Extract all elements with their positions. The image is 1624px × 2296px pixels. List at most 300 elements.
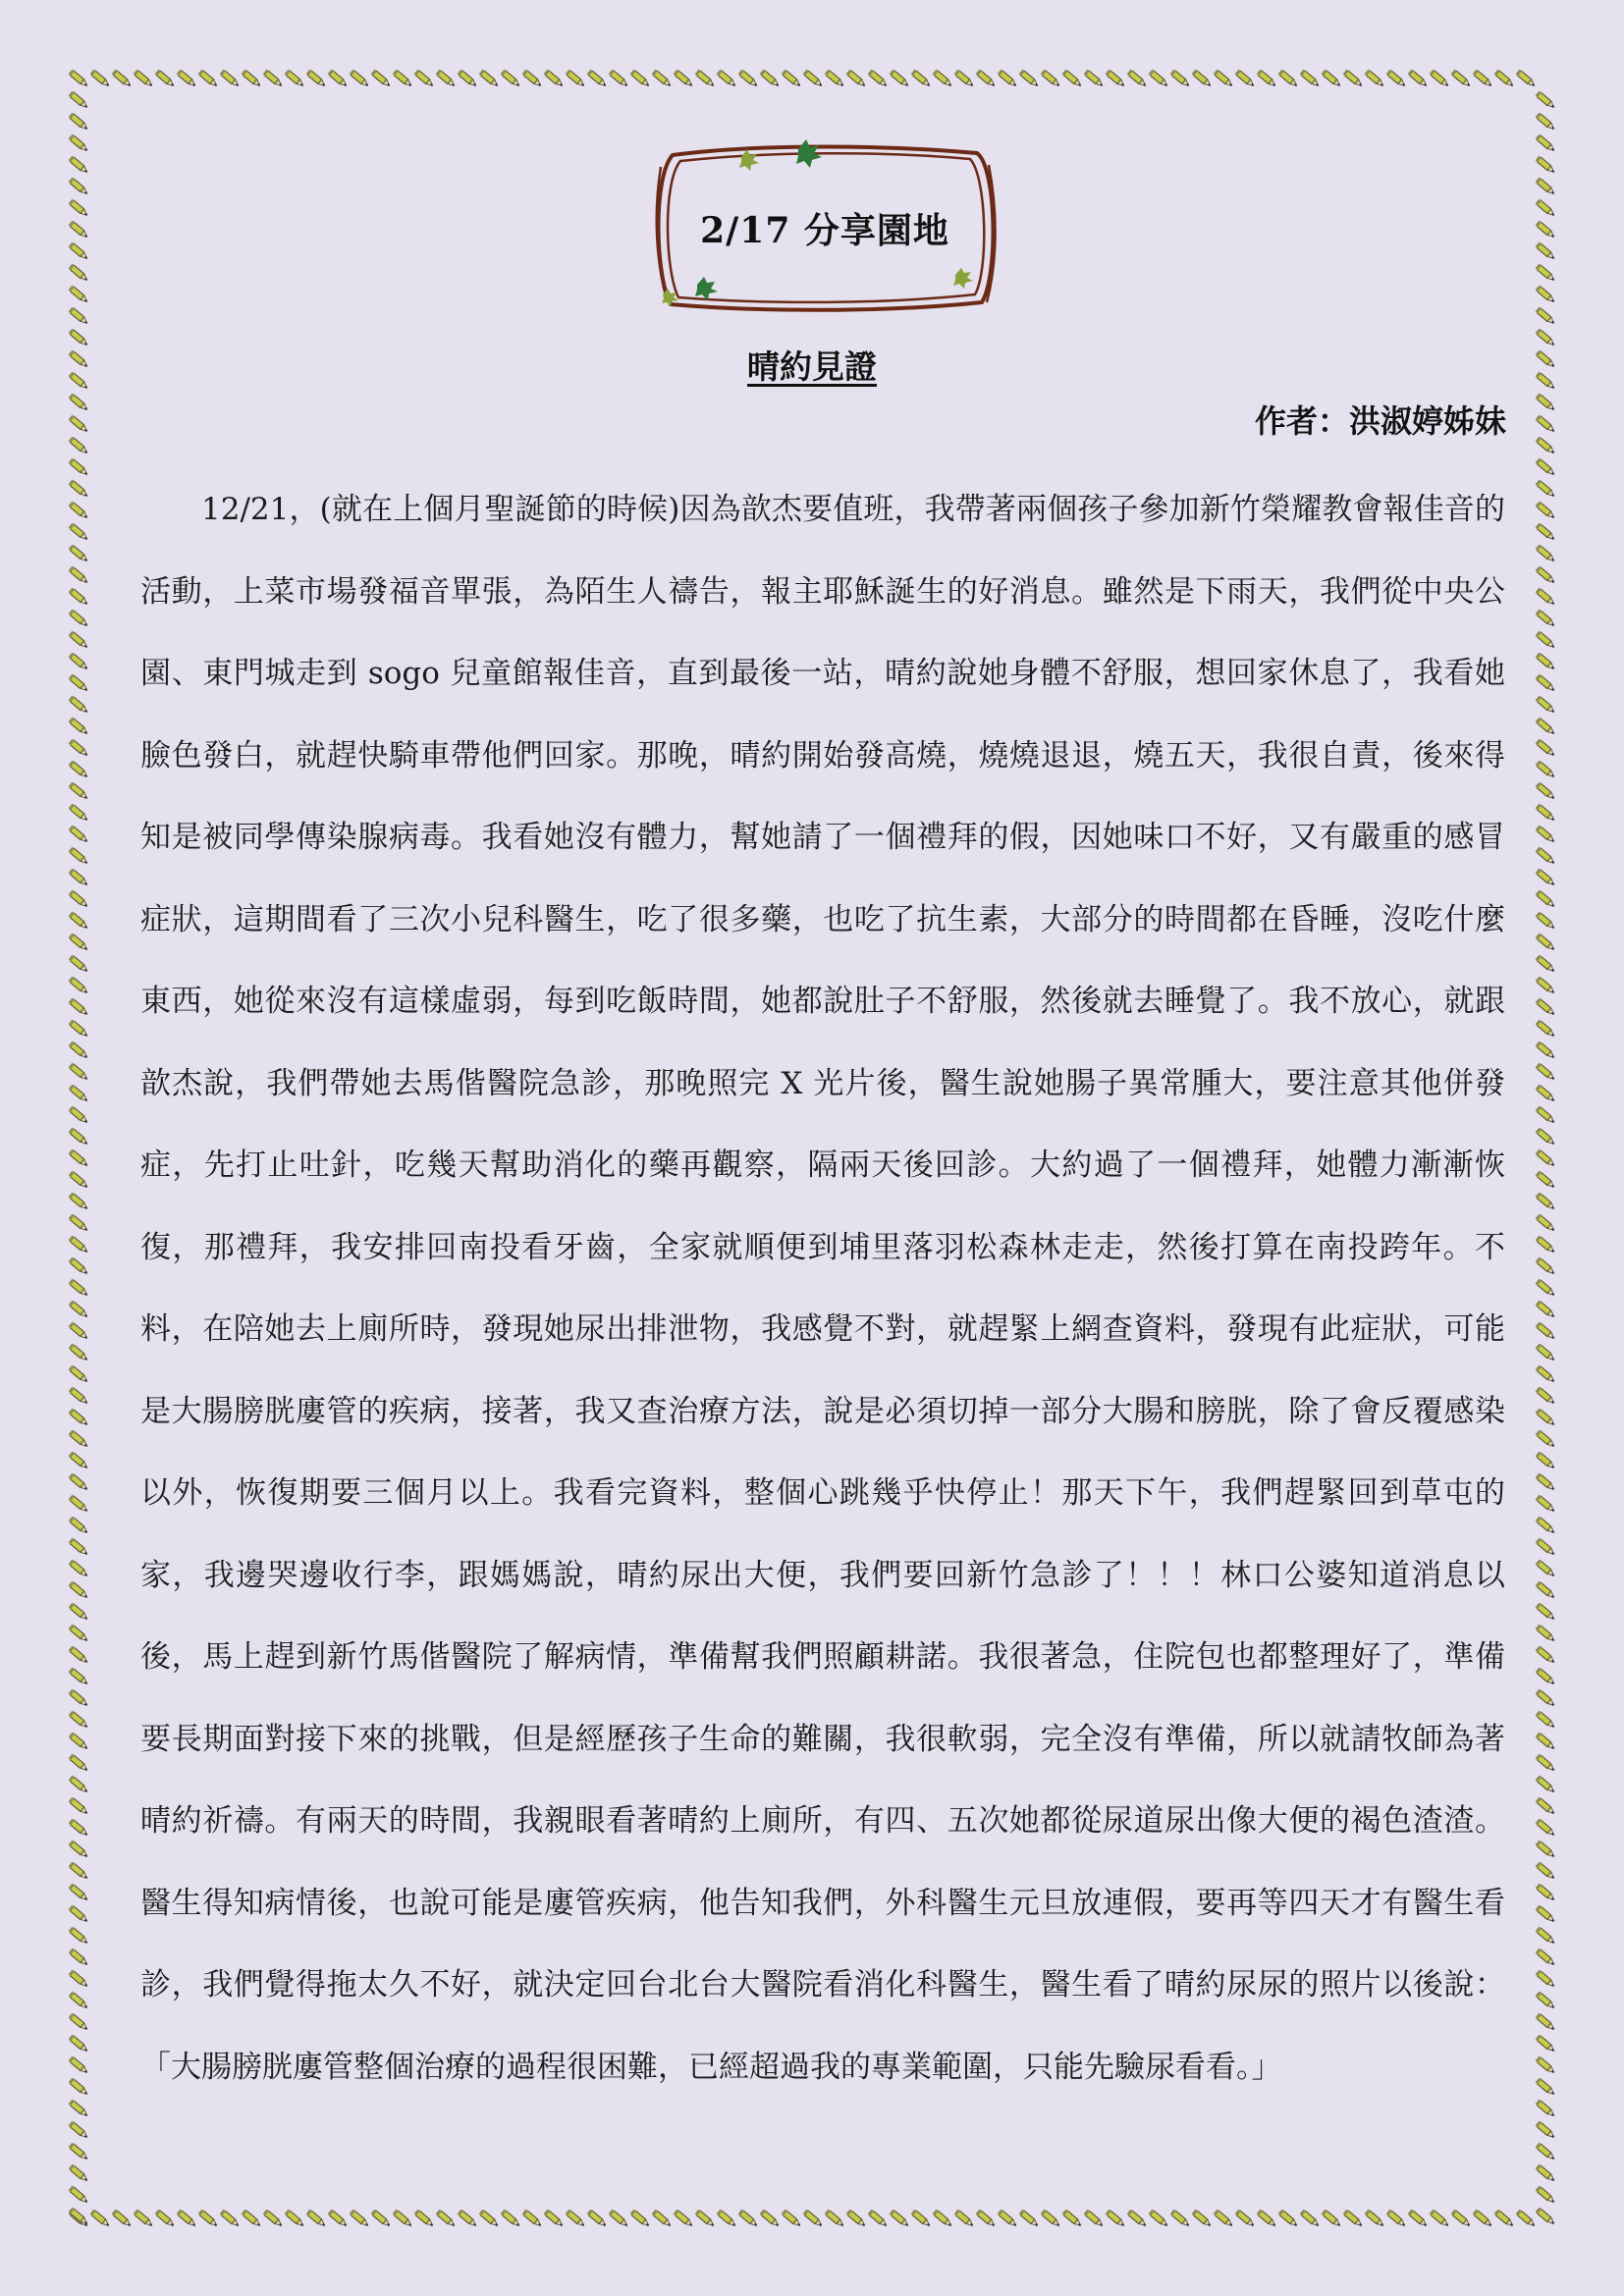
pencil-border-icon <box>69 1430 89 1449</box>
pencil-border-icon <box>1278 2210 1299 2228</box>
pencil-border-icon <box>1536 242 1556 261</box>
pencil-border-icon <box>479 70 500 88</box>
pencil-border-icon <box>69 1344 89 1362</box>
pencil-border-icon <box>1408 70 1429 88</box>
pencil-border-icon <box>69 826 89 844</box>
pencil-border-icon <box>1536 718 1556 736</box>
pencil-border-icon <box>69 1970 89 1989</box>
pencil-border-icon <box>890 70 910 88</box>
pencil-border-icon <box>760 70 781 88</box>
pencil-border-icon <box>1257 70 1277 88</box>
pencil-border-icon <box>1536 1149 1556 1168</box>
pencil-border-icon <box>1536 1495 1556 1514</box>
pencil-border-icon <box>69 523 89 542</box>
pencil-border-icon <box>69 1452 89 1470</box>
pencil-border-icon <box>1536 761 1556 779</box>
pencil-border-icon <box>69 2164 89 2183</box>
pencil-border-icon <box>1343 70 1364 88</box>
pencil-border-icon <box>1536 782 1556 801</box>
pencil-border-icon <box>1149 2210 1169 2228</box>
pencil-border-icon <box>1386 70 1407 88</box>
pencil-border-icon <box>69 1819 89 1838</box>
pencil-border-icon <box>1536 826 1556 844</box>
pencil-border-icon <box>69 1171 89 1190</box>
pencil-border-icon <box>1536 869 1556 887</box>
pencil-border-icon <box>69 718 89 736</box>
pencil-border-icon <box>1192 2210 1213 2228</box>
pencil-border-icon <box>803 70 824 88</box>
pencil-border-icon <box>1536 523 1556 542</box>
pencil-border-icon <box>90 2210 111 2228</box>
pencil-border-icon <box>69 588 89 607</box>
pencil-border-icon <box>69 1106 89 1125</box>
pencil-border-icon <box>1536 1992 1556 2010</box>
pencil-border-icon <box>1536 588 1556 607</box>
pencil-border-icon <box>69 1905 89 1924</box>
pencil-border-icon <box>1536 2121 1556 2140</box>
pencil-border-icon <box>458 2210 478 2228</box>
pencil-border-icon <box>652 70 673 88</box>
pencil-border-icon <box>738 70 759 88</box>
pencil-border-icon <box>69 1754 89 1773</box>
pencil-border-icon <box>69 1581 89 1600</box>
pencil-border-icon <box>1106 70 1126 88</box>
pencil-border-icon <box>69 1063 89 1082</box>
pencil-border-icon <box>69 437 89 455</box>
pencil-border-icon <box>393 2210 413 2228</box>
pencil-border-icon <box>1536 847 1556 866</box>
pencil-border-icon <box>69 1711 89 1730</box>
pencil-border-icon <box>1536 1538 1556 1557</box>
pencil-border-icon <box>1536 1905 1556 1924</box>
pencil-border-icon <box>1536 1560 1556 1578</box>
pencil-border-icon <box>1536 1668 1556 1686</box>
pencil-border-icon <box>1451 70 1472 88</box>
pencil-border-icon <box>1536 1106 1556 1125</box>
pencil-border-icon <box>1473 2210 1493 2228</box>
pencil-border-icon <box>1536 1279 1556 1298</box>
pencil-border-icon <box>69 761 89 779</box>
pencil-border-icon <box>69 1797 89 1816</box>
pencil-border-icon <box>1430 2210 1450 2228</box>
pencil-border-icon <box>1536 1970 1556 1989</box>
pencil-border-icon <box>1343 2210 1364 2228</box>
pencil-border-icon <box>1192 70 1213 88</box>
pencil-border-icon <box>609 2210 629 2228</box>
pencil-border-icon <box>1430 70 1450 88</box>
pencil-border-icon <box>436 70 457 88</box>
pencil-border-icon <box>69 890 89 909</box>
pencil-border-icon <box>1536 1344 1556 1362</box>
pencil-border-icon <box>263 70 284 88</box>
pencil-border-icon <box>868 70 889 88</box>
pencil-border-icon <box>1536 1041 1556 1060</box>
pencil-border-icon <box>890 2210 910 2228</box>
pencil-border-icon <box>69 1862 89 1881</box>
pencil-border-icon <box>1536 2208 1556 2226</box>
pencil-border-icon <box>1322 70 1342 88</box>
pencil-border-icon <box>1536 1193 1556 1211</box>
pencil-border-icon <box>69 480 89 499</box>
page-title: 2/17 分享園地 <box>700 210 949 251</box>
pencil-border-icon <box>1170 70 1191 88</box>
pencil-border-icon <box>371 70 392 88</box>
pencil-border-icon <box>69 264 89 283</box>
pencil-border-icon <box>69 1409 89 1427</box>
pencil-border-icon <box>1536 1473 1556 1492</box>
pencil-border-icon <box>782 2210 802 2228</box>
pencil-border-icon <box>69 1128 89 1147</box>
pencil-border-icon <box>1019 70 1040 88</box>
pencil-border-icon <box>1084 70 1105 88</box>
pencil-border-icon <box>1257 2210 1277 2228</box>
pencil-border-icon <box>566 70 586 88</box>
pencil-border-icon <box>587 2210 608 2228</box>
pencil-border-icon <box>69 1733 89 1751</box>
pencil-border-icon <box>69 1193 89 1211</box>
pencil-border-icon <box>69 394 89 412</box>
pencil-border-icon <box>393 70 413 88</box>
pencil-border-icon <box>1536 1733 1556 1751</box>
pencil-border-icon <box>69 869 89 887</box>
pencil-border-icon <box>1536 1409 1556 1427</box>
pencil-border-icon <box>69 739 89 758</box>
pencil-border-icon <box>1536 1646 1556 1665</box>
pencil-border-icon <box>998 70 1018 88</box>
pencil-border-icon <box>954 70 975 88</box>
pencil-border-icon <box>69 1387 89 1406</box>
pencil-border-icon <box>738 2210 759 2228</box>
pencil-border-icon <box>1536 1085 1556 1103</box>
pencil-border-icon <box>1536 394 1556 412</box>
pencil-border-icon <box>134 70 154 88</box>
pencil-border-icon <box>155 2210 176 2228</box>
pencil-border-icon <box>760 2210 781 2228</box>
pencil-border-icon <box>911 2210 932 2228</box>
pencil-border-icon <box>69 1992 89 2010</box>
pencil-border-icon <box>69 91 89 110</box>
pencil-border-icon <box>69 653 89 671</box>
pencil-border-icon <box>69 70 89 88</box>
pencil-border-icon <box>1536 1387 1556 1406</box>
pencil-border-icon <box>1408 2210 1429 2228</box>
pencil-border-icon <box>1536 415 1556 434</box>
pencil-border-icon <box>1536 739 1556 758</box>
pencil-border-icon <box>220 2210 241 2228</box>
pencil-border-icon <box>155 70 176 88</box>
pencil-border-icon <box>69 1538 89 1557</box>
pencil-border-icon <box>1536 1236 1556 1255</box>
pencil-border-icon <box>1536 264 1556 283</box>
pencil-border-icon <box>954 2210 975 2228</box>
pencil-border-icon <box>1536 2100 1556 2118</box>
pencil-border-icon <box>1536 2078 1556 2097</box>
pencil-border-icon <box>1536 1689 1556 1708</box>
pencil-border-icon <box>1041 2210 1061 2228</box>
pencil-border-icon <box>69 2056 89 2075</box>
pencil-border-icon <box>1536 1711 1556 1730</box>
pencil-border-icon <box>1127 2210 1148 2228</box>
pencil-border-icon <box>587 70 608 88</box>
pencil-border-icon <box>69 912 89 931</box>
pencil-border-icon <box>1536 286 1556 304</box>
pencil-border-icon <box>263 2210 284 2228</box>
pencil-border-icon <box>177 70 197 88</box>
pencil-border-icon <box>69 847 89 866</box>
pencil-border-icon <box>436 2210 457 2228</box>
pencil-border-icon <box>69 1560 89 1578</box>
pencil-border-icon <box>846 70 867 88</box>
pencil-border-icon <box>1536 1754 1556 1773</box>
pencil-border-icon <box>69 782 89 801</box>
pencil-border-icon <box>1536 1452 1556 1470</box>
pencil-border-icon <box>1536 1020 1556 1039</box>
pencil-border-icon <box>69 2100 89 2118</box>
pencil-border-icon <box>69 955 89 974</box>
pencil-border-icon <box>69 566 89 585</box>
pencil-border-icon <box>1149 70 1169 88</box>
pencil-border-icon <box>544 70 565 88</box>
pencil-border-icon <box>69 502 89 520</box>
pencil-border-icon <box>1536 2013 1556 2032</box>
pencil-border-icon <box>933 2210 953 2228</box>
pencil-border-icon <box>458 70 478 88</box>
pencil-border-icon <box>825 70 845 88</box>
pencil-border-icon <box>1536 545 1556 563</box>
pencil-border-icon <box>328 70 349 88</box>
pencil-border-icon <box>69 1668 89 1686</box>
pencil-border-icon <box>1084 2210 1105 2228</box>
pencil-border-icon <box>1214 2210 1234 2228</box>
pencil-border-icon <box>69 199 89 218</box>
pencil-border-icon <box>630 2210 651 2228</box>
pencil-border-icon <box>1536 2164 1556 2183</box>
pencil-border-icon <box>1536 1776 1556 1794</box>
pencil-border-icon <box>1536 1430 1556 1449</box>
pencil-border-icon <box>911 70 932 88</box>
pencil-border-icon <box>69 134 89 153</box>
pencil-border-icon <box>1536 458 1556 477</box>
pencil-border-icon <box>69 1257 89 1276</box>
pencil-border-icon <box>566 2210 586 2228</box>
pencil-border-icon <box>1365 2210 1385 2228</box>
pencil-border-icon <box>1536 955 1556 974</box>
pencil-border-icon <box>69 1841 89 1859</box>
pencil-border-icon <box>69 2035 89 2054</box>
pencil-border-icon <box>695 2210 716 2228</box>
pencil-border-icon <box>69 1236 89 1255</box>
pencil-border-icon <box>674 70 694 88</box>
pencil-border-icon <box>1536 1517 1556 1535</box>
pencil-border-icon <box>933 70 953 88</box>
pencil-border-icon <box>69 631 89 650</box>
pencil-border-icon <box>69 2121 89 2140</box>
pencil-border-icon <box>242 70 262 88</box>
pencil-border-icon <box>868 2210 889 2228</box>
pencil-border-icon <box>695 70 716 88</box>
pencil-border-icon <box>69 156 89 175</box>
pencil-border-icon <box>69 2013 89 2032</box>
pencil-border-icon <box>69 2186 89 2205</box>
pencil-border-icon <box>1536 1949 1556 1967</box>
pencil-border-icon <box>1516 2210 1537 2228</box>
pencil-border-icon <box>1536 804 1556 823</box>
pencil-border-icon <box>69 1020 89 1039</box>
pencil-border-icon <box>112 70 133 88</box>
pencil-border-icon <box>69 696 89 715</box>
pencil-border-icon <box>69 998 89 1017</box>
pencil-border-icon <box>69 1927 89 1946</box>
pencil-border-icon <box>782 70 802 88</box>
pencil-border-icon <box>1536 2143 1556 2162</box>
pencil-border-icon <box>69 1884 89 1902</box>
pencil-border-icon <box>846 2210 867 2228</box>
pencil-border-icon <box>1235 70 1256 88</box>
pencil-border-icon <box>976 70 997 88</box>
pencil-border-icon <box>1536 1257 1556 1276</box>
pencil-border-icon <box>328 2210 349 2228</box>
pencil-border-icon <box>1322 2210 1342 2228</box>
pencil-border-icon <box>522 70 543 88</box>
pencil-border-icon <box>69 1625 89 1643</box>
pencil-border-icon <box>69 415 89 434</box>
pencil-border-icon <box>1536 307 1556 326</box>
article-title: 晴約見證 <box>747 347 877 386</box>
pencil-border-icon <box>414 70 435 88</box>
pencil-border-icon <box>69 286 89 304</box>
pencil-border-icon <box>630 70 651 88</box>
article-author: 作者：洪淑婷姊妹 <box>1254 402 1506 440</box>
pencil-border-icon <box>69 1949 89 1967</box>
pencil-border-icon <box>1451 2210 1472 2228</box>
pencil-border-icon <box>69 1279 89 1298</box>
pencil-border-icon <box>1235 2210 1256 2228</box>
pencil-border-icon <box>1536 1797 1556 1816</box>
pencil-border-icon <box>69 242 89 261</box>
pencil-border-icon <box>544 2210 565 2228</box>
pencil-border-icon <box>69 1517 89 1535</box>
pencil-border-icon <box>306 2210 327 2228</box>
pencil-border-icon <box>306 70 327 88</box>
pencil-border-icon <box>674 2210 694 2228</box>
pencil-border-icon <box>1536 1581 1556 1600</box>
pencil-border-icon <box>1536 1841 1556 1859</box>
pencil-border-icon <box>1170 2210 1191 2228</box>
pencil-border-icon <box>1536 134 1556 153</box>
pencil-border-icon <box>652 2210 673 2228</box>
pencil-border-icon <box>69 1041 89 1060</box>
pencil-border-icon <box>69 1365 89 1384</box>
pencil-border-icon <box>177 2210 197 2228</box>
pencil-border-icon <box>1127 70 1148 88</box>
pencil-border-icon <box>1516 70 1537 88</box>
pencil-border-icon <box>350 70 370 88</box>
pencil-border-icon <box>1536 977 1556 995</box>
pencil-border-icon <box>825 2210 845 2228</box>
pencil-border-icon <box>69 1776 89 1794</box>
pencil-border-icon <box>1536 156 1556 175</box>
pencil-border-icon <box>1536 566 1556 585</box>
pencil-border-icon <box>1536 1603 1556 1622</box>
pencil-border-icon <box>1536 2035 1556 2054</box>
pencil-border-icon <box>90 70 111 88</box>
pencil-border-icon <box>285 70 305 88</box>
pencil-border-icon <box>1536 1214 1556 1233</box>
pencil-border-icon <box>69 458 89 477</box>
pencil-border-icon <box>350 2210 370 2228</box>
pencil-border-icon <box>1536 221 1556 240</box>
pencil-border-icon <box>220 70 241 88</box>
pencil-border-icon <box>1536 1862 1556 1881</box>
pencil-border-icon <box>1536 178 1556 196</box>
pencil-border-icon <box>69 610 89 628</box>
pencil-border-icon <box>1536 1301 1556 1319</box>
pencil-border-icon <box>501 70 521 88</box>
pencil-border-icon <box>1062 2210 1083 2228</box>
pencil-border-icon <box>198 2210 219 2228</box>
pencil-border-icon <box>1536 1927 1556 1946</box>
pencil-border-icon <box>1536 1884 1556 1902</box>
pencil-border-icon <box>1214 70 1234 88</box>
pencil-border-icon <box>414 2210 435 2228</box>
pencil-border-icon <box>976 2210 997 2228</box>
pencil-border-icon <box>69 1149 89 1168</box>
pencil-border-icon <box>1386 2210 1407 2228</box>
pencil-border-icon <box>1019 2210 1040 2228</box>
pencil-border-icon <box>1536 437 1556 455</box>
pencil-border-icon <box>1536 1625 1556 1643</box>
pencil-border-icon <box>1494 2210 1515 2228</box>
pencil-border-icon <box>1536 1063 1556 1082</box>
pencil-border-icon <box>198 70 219 88</box>
pencil-border-icon <box>479 2210 500 2228</box>
pencil-border-icon <box>69 2078 89 2097</box>
pencil-border-icon <box>609 70 629 88</box>
pencil-border-icon <box>285 2210 305 2228</box>
pencil-border-icon <box>69 1322 89 1341</box>
pencil-border-icon <box>1536 1365 1556 1384</box>
pencil-border-icon <box>69 1646 89 1665</box>
pencil-border-icon <box>717 2210 737 2228</box>
pencil-border-icon <box>69 1689 89 1708</box>
pencil-border-icon <box>69 1085 89 1103</box>
pencil-border-icon <box>717 70 737 88</box>
pencil-border-icon <box>1536 1819 1556 1838</box>
pencil-border-icon <box>69 804 89 823</box>
pencil-border-icon <box>69 1301 89 1319</box>
pencil-border-icon <box>69 1473 89 1492</box>
pencil-border-icon <box>1536 912 1556 931</box>
pencil-border-icon <box>1300 70 1321 88</box>
pencil-border-icon <box>1365 70 1385 88</box>
pencil-border-icon <box>1536 653 1556 671</box>
pencil-border-icon <box>1536 1322 1556 1341</box>
pencil-border-icon <box>1278 70 1299 88</box>
article-body: 12/21，(就在上個月聖誕節的時候)因為歆杰要值班，我帶著兩個孩子參加新竹榮耀教會報佳音的活動，上菜市場發福音單張，為陌生人禱告，報主耶穌誕生的好消息。雖然是下雨天，我們從中央公園、東門城走到 sogo 兒童館報佳音，直到最後一站，晴約說她身體不舒服，想回家休息了，我看她臉色發白，就趕快騎車帶他們回家。那晚，晴約開始發高燒，燒燒退退，燒五天，我很自責，後來得知是被同學傳染腺病毒。我看她沒有體力，幫她請了一個禮拜的假，因她味口不好，又有嚴重的感冒症狀，這期間看了三次小兒科醫生，吃了很多藥，也吃了抗生素，大部分的時間都在昏睡，沒吃什麼東西，她從來沒有這樣虛弱，每到吃飯時間，她都說肚子不舒服，然後就去睡覺了。我不放心，就跟歆杰說，我們帶她去馬偕醫院急診，那晚照完 X 光片後，醫生說她腸子異常腫大，要注意其他併發症，先打止吐針，吃幾天幫助消化的藥再觀察，隔兩天後回診。大約過了一個禮拜，她體力漸漸恢復，那禮拜，我安排回南投看牙齒，全家就順便到埔里落羽松森林走走，然後打算在南投跨年。不料，在陪她去上廁所時，發現她尿出排泄物，我感覺不對，就趕緊上網查資料，發現有此症狀，可能是大腸膀胱廔管的疾病，接著，我又查治療方法，說是必須切掉一部分大腸和膀胱，除了會反覆感染以外，恢復期要三個月以上。我看完資料，整個心跳幾乎快停止！那天下午，我們趕緊回到草屯的家，我邊哭邊收行李，跟媽媽說，晴約尿出大便，我們要回新竹急診了！！！林口公婆知道消息以後，馬上趕到新竹馬偕醫院了解病情，準備幫我們照顧耕諾。我很著急，住院包也都整理好了，準備要長期面對接下來的挑戰，但是經歷孩子生命的難關，我很軟弱，完全沒有準備，所以就請牧師為著晴約祈禱。有兩天的時間，我親眼看著晴約上廁所，有四、五次她都從尿道尿出像大便的褐色渣渣。醫生得知病情後，也說可能是廔管疾病，他告知我們，外科醫生元旦放連假，要再等四天才有醫生看診，我們覺得拖太久不好，就決定回台北台大醫院看消化科醫生，醫生看了晴約尿尿的照片以後說：「大腸膀胱廔管整個治療的過程很困難，已經超過我的專業範圍，只能先驗尿看看。」 <box>140 492 1505 2085</box>
pencil-border-icon <box>1536 934 1556 952</box>
pencil-border-icon <box>1536 1171 1556 1190</box>
pencil-border-icon <box>1536 91 1556 110</box>
pencil-border-icon <box>69 934 89 952</box>
pencil-border-icon <box>69 674 89 693</box>
pencil-border-icon <box>1536 2186 1556 2205</box>
pencil-border-icon <box>998 2210 1018 2228</box>
pencil-border-icon <box>1536 998 1556 1017</box>
pencil-border-icon <box>69 977 89 995</box>
pencil-border-icon <box>69 221 89 240</box>
pencil-border-icon <box>1041 70 1061 88</box>
pencil-border-icon <box>1536 502 1556 520</box>
